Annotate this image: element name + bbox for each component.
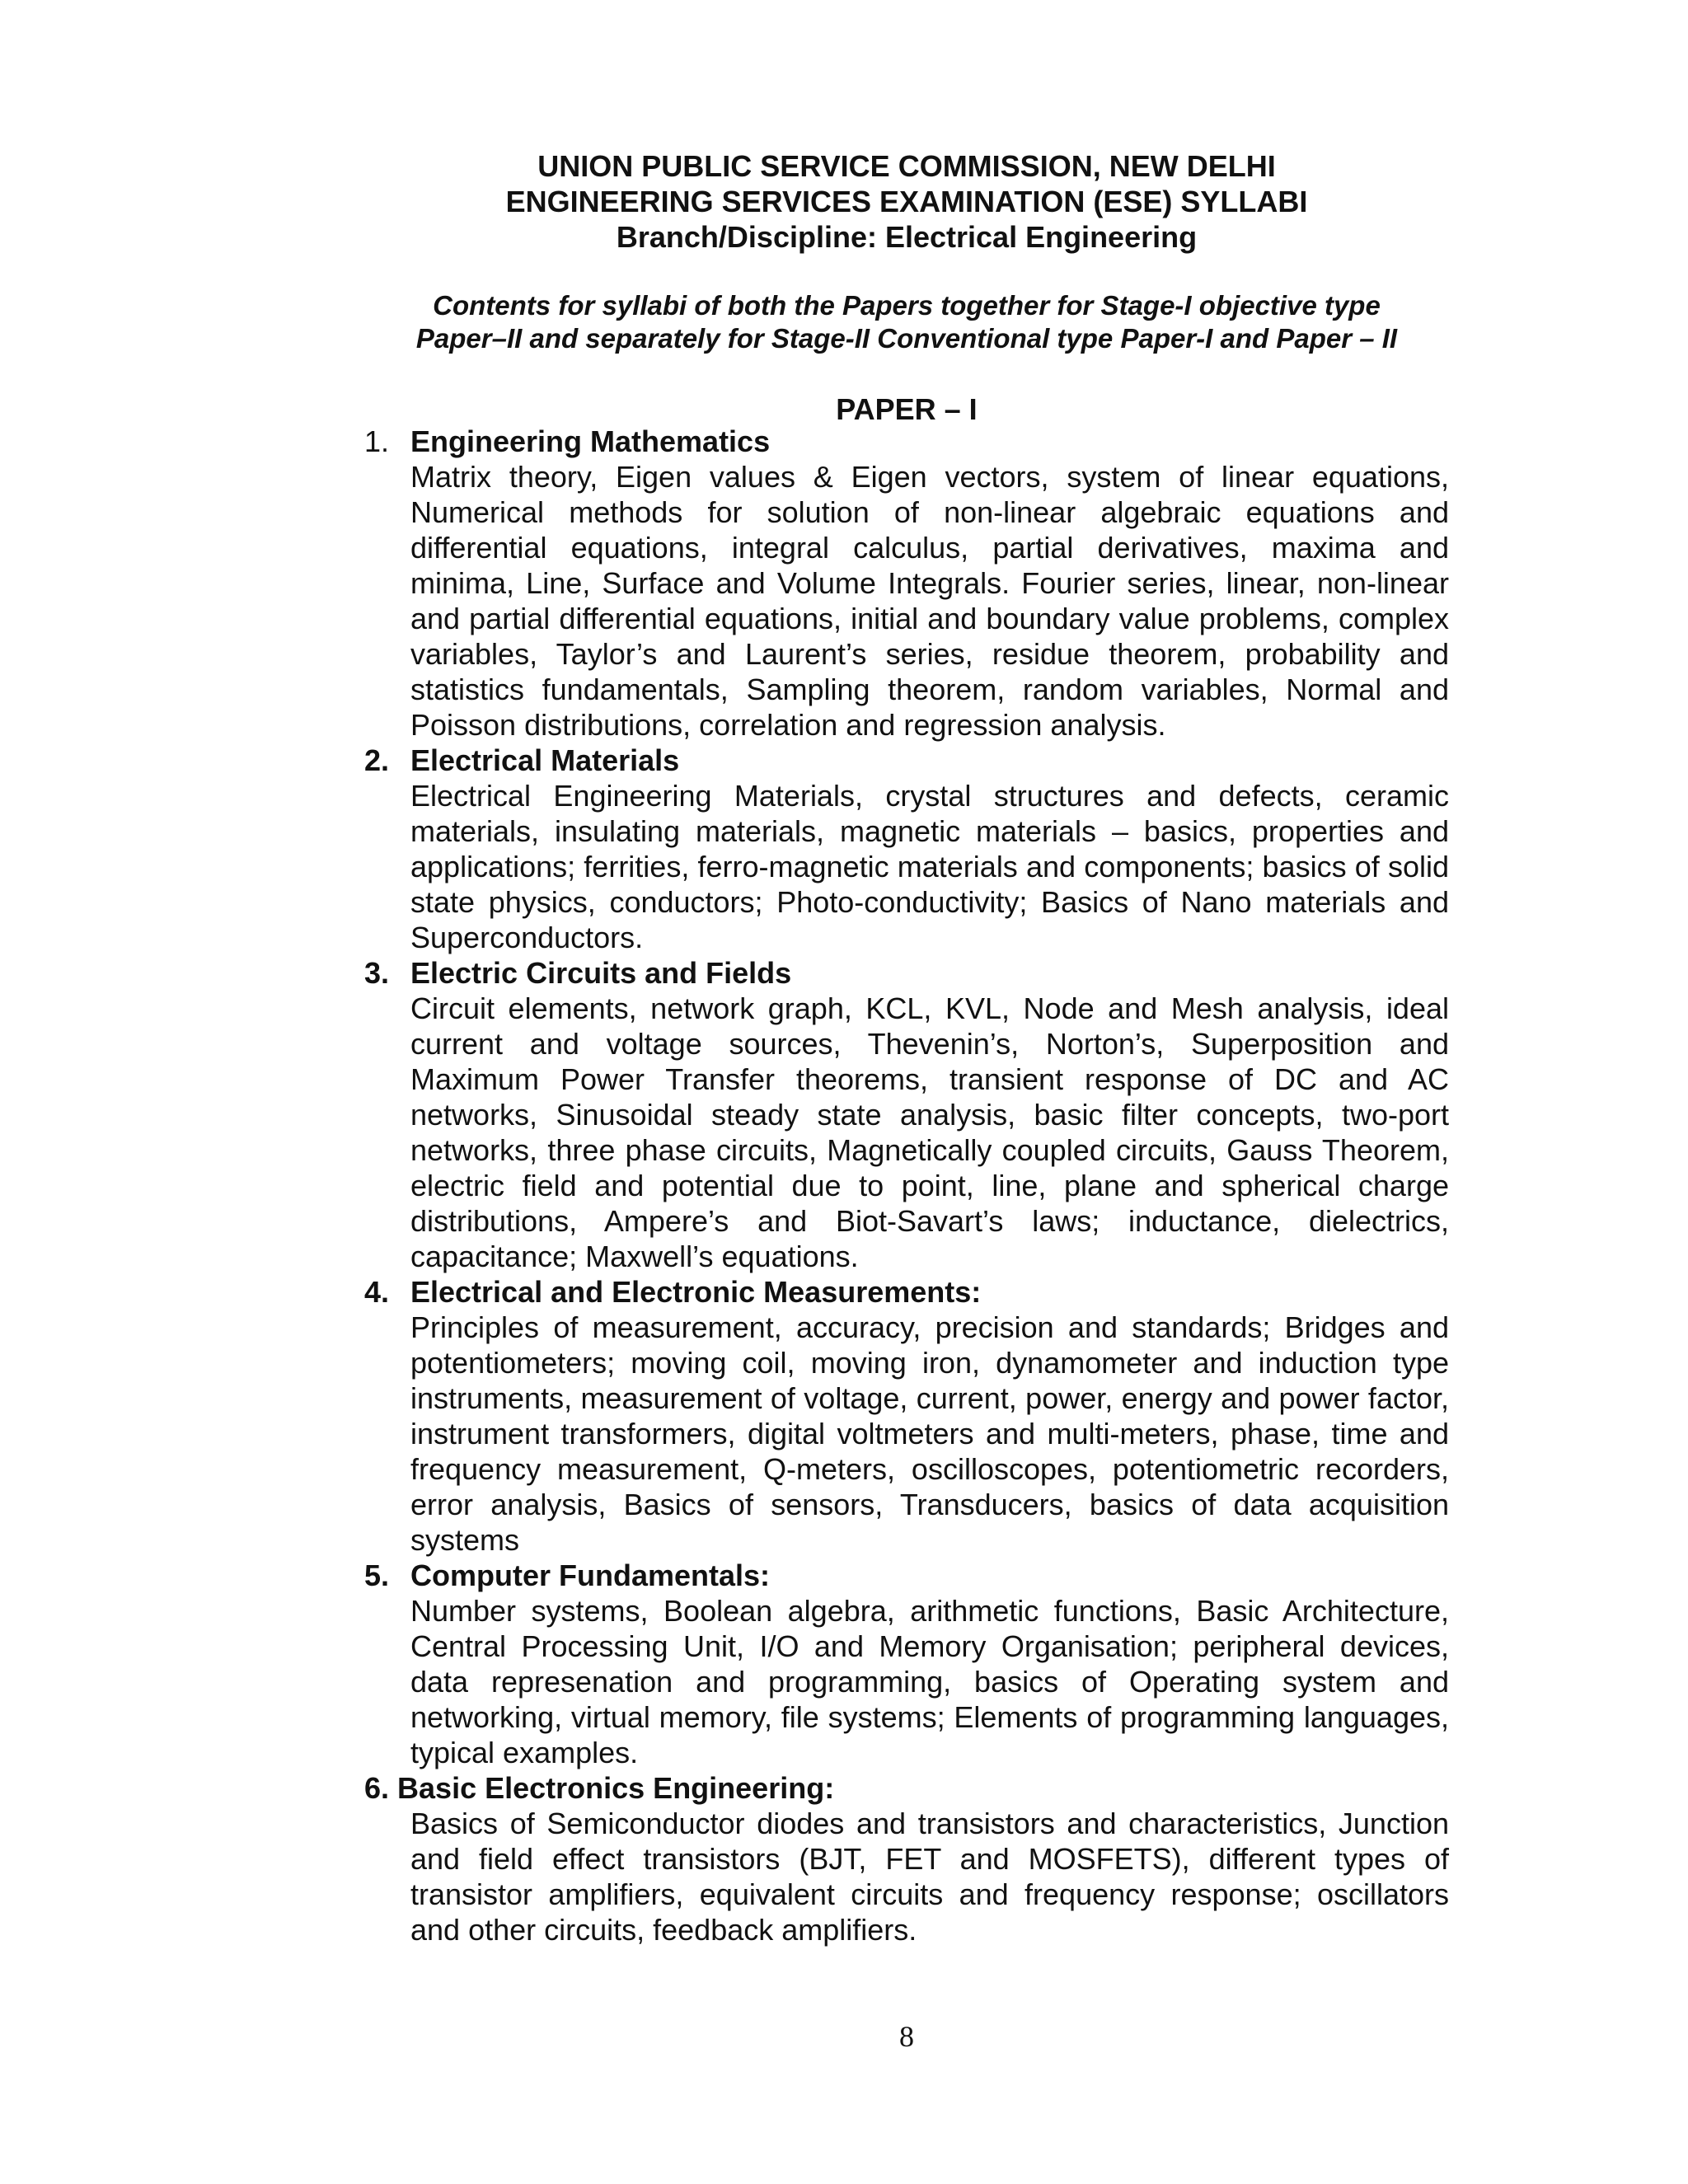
syllabus-sections (364, 424, 1449, 1947)
section-body: Electrical Engineering Materials, crystal structures and defects, ceramic materials, insulating materials, magnetic materials – basics, properties and applications; ferrities, ferro-magnetic materials and components; basics of solid state physics, conductors; Photo-conductivity; Basics of Nano materials and Superconductors. (410, 779, 1449, 954)
page-number: 8 (899, 2020, 914, 2053)
syllabus-subtitle (0, 289, 1688, 355)
paper-title: PAPER – I (836, 392, 978, 426)
section-body: Basics of Semiconductor diodes and transistors and characteristics, Junction and field effect transistors (BJT, FET and MOSFETS), different types of transistor amplifiers, equivalent circuits and frequency response; oscillators and other circuits, feedback amplifiers. (410, 1807, 1449, 1947)
section-body: Matrix theory, Eigen values & Eigen vectors, system of linear equations, Numerical methods for solution of non-linear algebraic equations and differential equations, integral calculus, partial derivatives, maxima and minima, Line, Surface and Volume Integrals. Fourier series, linear, non-linear and partial differential equations, initial and boundary value problems, complex variables, Taylor’s and Laurent’s series, residue theorem, probability and statistics fundamentals, Sampling theorem, random variables, Normal and Poisson distributions, correlation and regression analysis. (410, 460, 1449, 742)
section-electric-circuits-and-fields (364, 955, 1449, 1274)
section-number: 5. (364, 1558, 390, 1592)
section-engineering-mathematics (364, 424, 1449, 743)
section-body: Principles of measurement, accuracy, precision and standards; Bridges and potentiometers; moving coil, moving iron, dynamometer and induction type instruments, measurement of voltage, current, power, energy and power factor, instrument transformers, digital voltmeters and multi-meters, phase, time and frequency measurement, Q-meters, oscilloscopes, potentiometric recorders, error analysis, Basics of sensors, Transducers, basics of data acquisition systems (410, 1310, 1449, 1557)
document-header (0, 148, 1688, 255)
header-branch: Branch/Discipline: Electrical Engineering (616, 220, 1198, 254)
section-number: 2. (364, 743, 390, 777)
section-number: 1. (364, 424, 390, 458)
section-electrical-electronic-measurements (364, 1274, 1449, 1558)
header-commission: UNION PUBLIC SERVICE COMMISSION, NEW DELHI (537, 149, 1276, 183)
section-title: Basic Electronics Engineering: (397, 1771, 835, 1805)
section-title: Computer Fundamentals: (410, 1558, 771, 1592)
section-title: Electrical and Electronic Measurements: (410, 1275, 982, 1309)
section-number: 3. (364, 956, 390, 990)
section-computer-fundamentals (364, 1558, 1449, 1770)
section-title: Electrical Materials (410, 743, 680, 777)
section-number: 6. (364, 1771, 390, 1805)
subtitle-line-2: Paper–II and separately for Stage-II Conventional type Paper-I and Paper – II (415, 323, 1398, 354)
section-body: Circuit elements, network graph, KCL, KVL, Node and Mesh analysis, ideal current and voltage sources, Thevenin’s, Norton’s, Superposition and Maximum Power Transfer theorems, transient response of DC and AC networks, Sinusoidal steady state analysis, basic filter concepts, two-port networks, three phase circuits, Magnetically coupled circuits, Gauss Theorem, electric field and potential due to point, line, plane and spherical charge distributions, Ampere’s and Biot-Savart’s laws; inductance, dielectrics, capacitance; Maxwell’s equations. (410, 991, 1449, 1273)
section-number: 4. (364, 1275, 390, 1309)
header-exam: ENGINEERING SERVICES EXAMINATION (ESE) SYLLABI (505, 185, 1308, 218)
subtitle-line-1: Contents for syllabi of both the Papers together for Stage-I objective type (433, 290, 1381, 321)
section-electrical-materials (364, 743, 1449, 955)
section-title: Electric Circuits and Fields (410, 956, 792, 990)
section-basic-electronics-engineering (364, 1770, 1449, 1947)
section-title: Engineering Mathematics (410, 424, 771, 458)
section-body: Number systems, Boolean algebra, arithmetic functions, Basic Architecture, Central Processing Unit, I/O and Memory Organisation; peripheral devices, data represenation and programming, basics of Operating system and networking, virtual memory, file systems; Elements of programming languages, typical examples. (410, 1594, 1449, 1769)
